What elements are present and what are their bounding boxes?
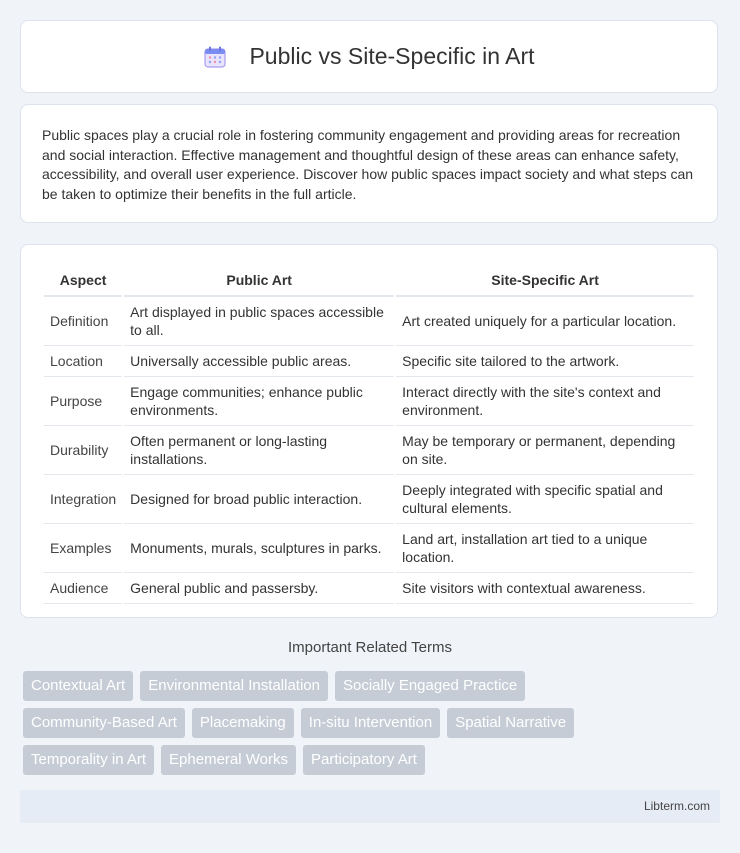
table-cell: Universally accessible public areas. [124, 346, 394, 377]
footer [20, 790, 720, 823]
table-cell: General public and passersby. [124, 573, 394, 604]
intro-card [20, 104, 718, 223]
comparison-table-card [20, 244, 718, 618]
table-cell: Definition [44, 297, 122, 346]
table-cell: Examples [44, 524, 122, 573]
table-cell: May be temporary or permanent, depending on site. [396, 426, 694, 475]
calendar-icon [203, 45, 227, 69]
table-row [44, 346, 694, 377]
tag-environmental-installation[interactable]: Environmental Installation [140, 671, 328, 701]
comparison-table [42, 265, 696, 604]
table-row [44, 297, 694, 346]
column-header: Aspect [44, 265, 122, 297]
table-cell: Interact directly with the site's context and environment. [396, 377, 694, 426]
table-cell: Often permanent or long-lasting installations. [124, 426, 394, 475]
tag-contextual-art[interactable]: Contextual Art [23, 671, 133, 701]
table-cell: Location [44, 346, 122, 377]
related-terms-tags [23, 671, 723, 782]
table-row [44, 573, 694, 604]
table-row [44, 377, 694, 426]
table-row [44, 426, 694, 475]
tag-participatory-art[interactable]: Participatory Art [303, 745, 425, 775]
related-terms-title: Important Related Terms [288, 639, 452, 656]
table-row [44, 524, 694, 573]
tag-ephemeral-works[interactable]: Ephemeral Works [161, 745, 296, 775]
table-header-row [44, 265, 694, 297]
tag-in-situ-intervention[interactable]: In-situ Intervention [301, 708, 440, 738]
tag-community-based-art[interactable]: Community-Based Art [23, 708, 185, 738]
header-card [20, 20, 718, 93]
table-cell: Integration [44, 475, 122, 524]
column-header: Public Art [124, 265, 394, 297]
table-cell: Engage communities; enhance public environments. [124, 377, 394, 426]
table-cell: Art created uniquely for a particular location. [396, 297, 694, 346]
table-cell: Land art, installation art tied to a unique location. [396, 524, 694, 573]
table-cell: Specific site tailored to the artwork. [396, 346, 694, 377]
page-title: Public vs Site-Specific in Art [249, 43, 535, 69]
table-cell: Designed for broad public interaction. [124, 475, 394, 524]
table-cell: Site visitors with contextual awareness. [396, 573, 694, 604]
tag-spatial-narrative[interactable]: Spatial Narrative [447, 708, 574, 738]
column-header: Site-Specific Art [396, 265, 694, 297]
tag-placemaking[interactable]: Placemaking [192, 708, 294, 738]
table-cell: Deeply integrated with specific spatial and cultural elements. [396, 475, 694, 524]
table-cell: Monuments, murals, sculptures in parks. [124, 524, 394, 573]
table-cell: Purpose [44, 377, 122, 426]
tag-socially-engaged-practice[interactable]: Socially Engaged Practice [335, 671, 525, 701]
table-row [44, 475, 694, 524]
table-cell: Art displayed in public spaces accessible to all. [124, 297, 394, 346]
tag-temporality-in-art[interactable]: Temporality in Art [23, 745, 154, 775]
table-cell: Audience [44, 573, 122, 604]
table-cell: Durability [44, 426, 122, 475]
intro-text: Public spaces play a crucial role in fostering community engagement and providing areas for recreation and social interaction. Effective management and thoughtful design of these areas can enhance safety, accessibility, and overall user experience. Discover how public spaces impact society and what steps can be taken to optimize their benefits in the full article. [42, 127, 694, 202]
footer-link[interactable]: Libterm.com [643, 799, 710, 813]
